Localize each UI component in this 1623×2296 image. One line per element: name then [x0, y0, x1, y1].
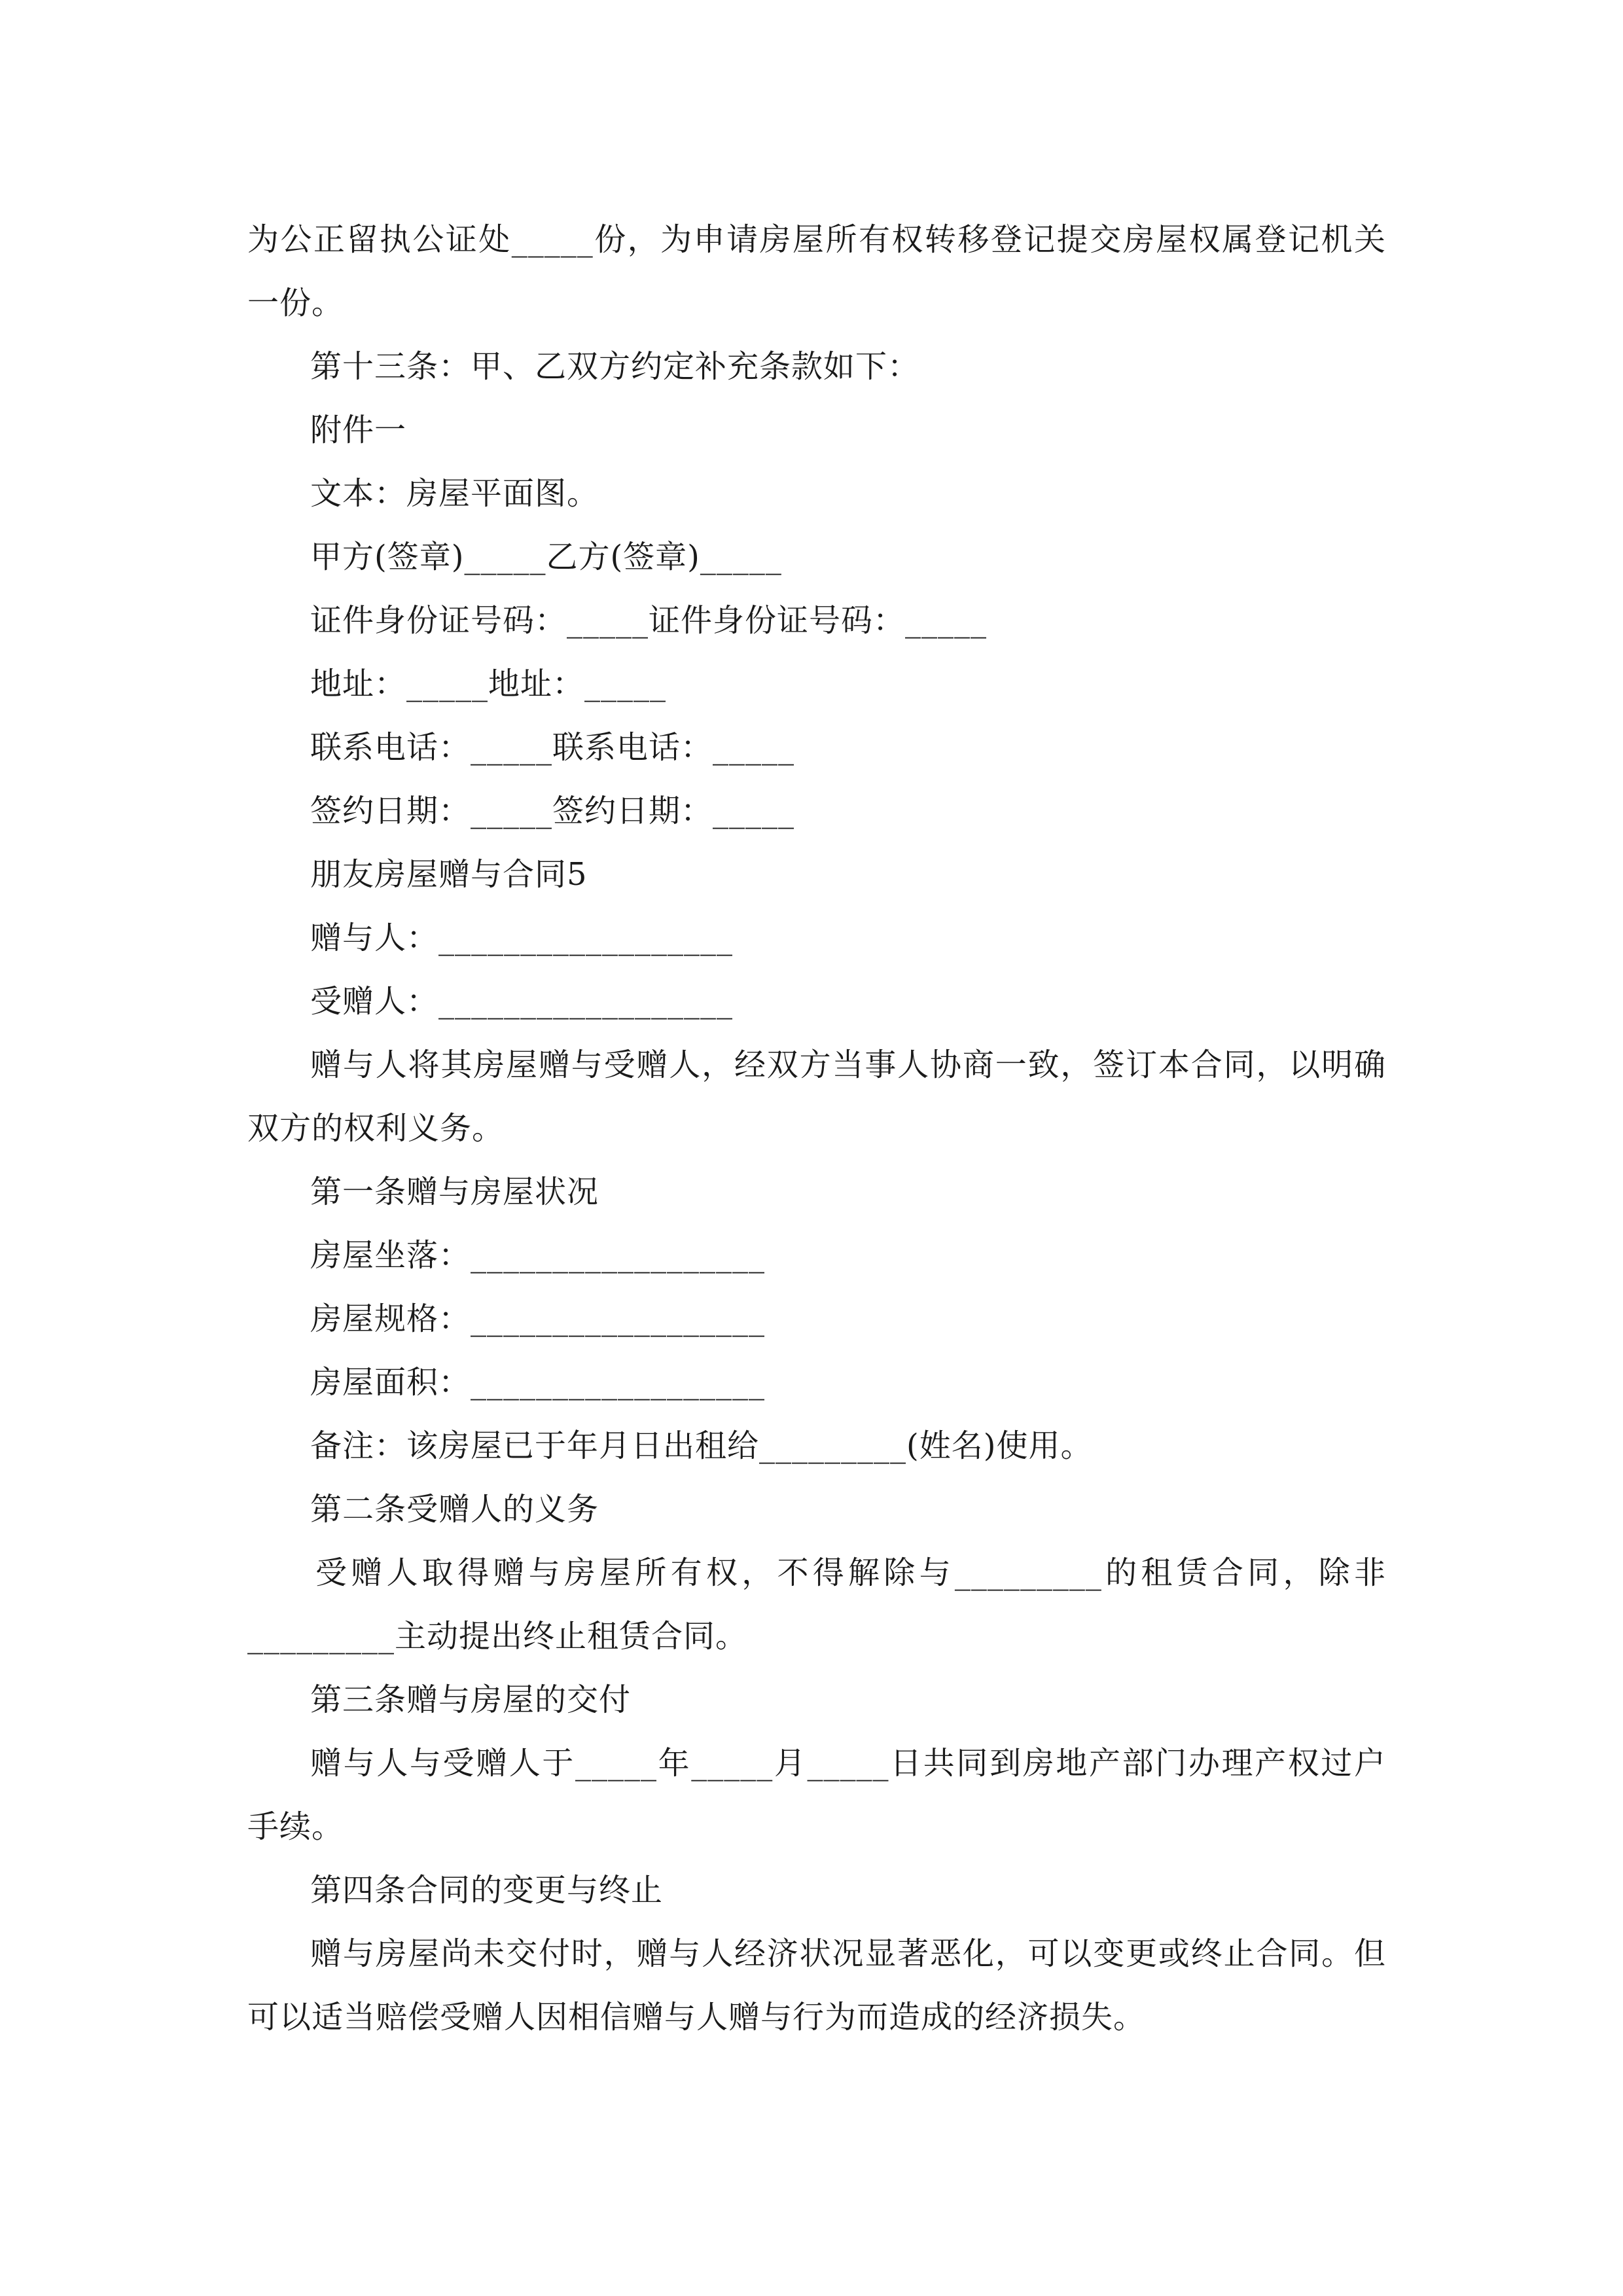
id-number-line: 证件身份证号码：_____证件身份证号码：_____ — [310, 602, 988, 639]
paragraph-line: 赠与人将其房屋赠与受赠人，经双方当事人协商一致，签订本合同，以明确 — [310, 1047, 1386, 1083]
paragraph-line: 受赠人取得赠与房屋所有权，不得解除与_________的租赁合同，除非 — [315, 1554, 1386, 1591]
donor-field: 赠与人：__________________ — [310, 920, 734, 956]
paragraph-line: 赠与房屋尚未交付时，赠与人经济状况显著恶化，可以变更或终止合同。但 — [310, 1935, 1386, 1972]
paragraph-line: 一份。 — [247, 285, 344, 321]
donee-field: 受赠人：__________________ — [310, 983, 734, 1020]
paragraph-line: 双方的权利义务。 — [247, 1110, 505, 1147]
document-body — [247, 208, 1386, 2049]
paragraph-line: 可以适当赔偿受赠人因相信赠与人赠与行为而造成的经济损失。 — [247, 1999, 1146, 2036]
paragraph-line: 手续。 — [247, 1808, 344, 1845]
sign-date-line: 签约日期：_____签约日期：_____ — [310, 793, 795, 829]
phone-line: 联系电话：_____联系电话：_____ — [310, 729, 795, 766]
clause-heading: 第十三条：甲、乙双方约定补充条款如下： — [310, 348, 920, 385]
remark-line: 备注：该房屋已于年月日出租给_________(姓名)使用。 — [310, 1427, 1093, 1464]
appendix-heading: 附件一 — [310, 412, 407, 448]
house-location-field: 房屋坐落：__________________ — [310, 1237, 766, 1274]
contract-title: 朋友房屋赠与合同5 — [310, 856, 588, 893]
clause-heading: 第四条合同的变更与终止 — [310, 1872, 664, 1909]
address-line: 地址：_____地址：_____ — [310, 666, 667, 702]
clause-heading: 第三条赠与房屋的交付 — [310, 1681, 632, 1718]
clause-heading: 第二条受赠人的义务 — [310, 1491, 599, 1528]
paragraph-line: 文本：房屋平面图。 — [310, 475, 599, 512]
signature-line: 甲方(签章)_____乙方(签章)_____ — [310, 539, 782, 575]
house-area-field: 房屋面积：__________________ — [310, 1364, 766, 1401]
paragraph-line: _________主动提出终止租赁合同。 — [247, 1618, 748, 1655]
paragraph-line: 为公正留执公证处_____份，为申请房屋所有权转移登记提交房屋权属登记机关 — [247, 221, 1386, 258]
house-spec-field: 房屋规格：__________________ — [310, 1300, 766, 1337]
paragraph-line: 赠与人与受赠人于_____年_____月_____日共同到房地产部门办理产权过户 — [310, 1745, 1386, 1782]
clause-heading: 第一条赠与房屋状况 — [310, 1174, 599, 1210]
